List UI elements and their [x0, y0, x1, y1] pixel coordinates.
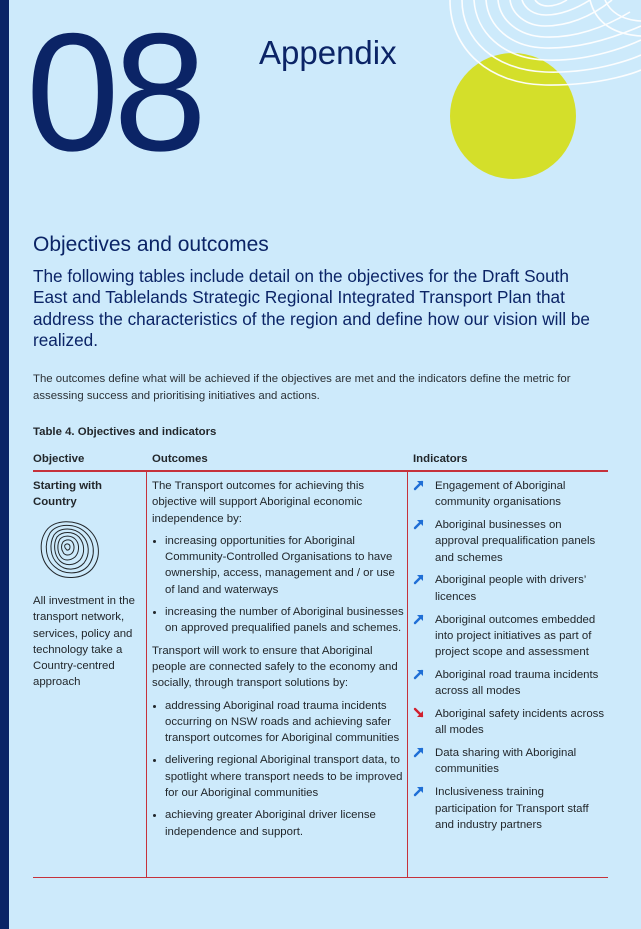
table-caption: Table 4. Objectives and indicators [33, 426, 217, 438]
indicators-cell [413, 478, 608, 840]
arrow-up-right-icon [413, 518, 425, 530]
objective-title: Starting with Country [33, 480, 102, 509]
indicator-text: Aboriginal safety incidents across all modes [435, 708, 605, 737]
indicator-item [413, 745, 608, 778]
lead-paragraph: The following tables include detail on the objectives for the Draft South East and Tablelands Strategic Regional Integrated Transport Plan that address the characteristics of the region and define how our vision will be realized. [33, 266, 590, 350]
column-divider-1 [146, 471, 147, 877]
outcomes-list-2 [152, 698, 404, 840]
arrow-up-right-icon [413, 668, 425, 680]
arrow-up-right-icon [413, 746, 425, 758]
arrow-up-right-icon [413, 785, 425, 797]
objective-description: All investment in the transport network, services, policy and technology take a Country-centred approach [33, 595, 135, 689]
indicator-item [413, 706, 608, 739]
indicator-text: Aboriginal road trauma incidents across all modes [435, 668, 599, 698]
indicator-text: Inclusiveness training participation for Transport staff and industry partners [435, 786, 589, 831]
arrow-up-right-icon [413, 573, 425, 585]
indicator-text: Data sharing with Aboriginal communities [435, 747, 577, 776]
country-contour-icon [36, 517, 102, 581]
list-item: delivering regional Aboriginal transport data, to spotlight where transport needs to be improved for our Aboriginal communities [152, 752, 404, 801]
chapter-number: 08 [26, 0, 201, 186]
indicator-item [413, 667, 608, 700]
left-accent-bar [0, 0, 9, 929]
outcomes-intro-1: The Transport outcomes for achieving this objective will support Aboriginal economic independence by: [152, 480, 365, 525]
intro-paragraph: The outcomes define what will be achieved if the objectives are met and the indicators define the metric for assessing success and prioritising initiatives and actions. [33, 373, 571, 402]
objective-cell [33, 478, 143, 581]
table-top-rule [33, 470, 608, 472]
indicator-item [413, 572, 608, 605]
outcomes-intro-2: Transport will work to ensure that Aboriginal people are connected safely to the economy and socially, through transport solutions by: [152, 644, 398, 690]
indicator-item [413, 517, 608, 566]
decorative-swirl-graphic [440, 0, 641, 200]
column-divider-2 [407, 471, 408, 877]
indicator-text: Aboriginal outcomes embedded into project initiatives as part of project scope and assessment [435, 613, 596, 659]
header-objective: Objective [33, 453, 85, 465]
indicator-text: Aboriginal businesses on approval prequalification panels and schemes [435, 519, 596, 564]
indicator-item [413, 478, 608, 511]
arrow-down-right-icon [413, 707, 425, 719]
list-item: increasing opportunities for Aboriginal Community-Controlled Organisations to have ownership, access, management and / or use of land and waterways [152, 533, 404, 598]
indicator-text: Engagement of Aboriginal community organisations [435, 480, 566, 509]
header-outcomes: Outcomes [152, 453, 208, 465]
table-bottom-rule [33, 877, 608, 878]
list-item: addressing Aboriginal road trauma incidents occurring on NSW roads and achieving safer transport outcomes for Aboriginal communities [152, 698, 404, 747]
arrow-up-right-icon [413, 479, 425, 491]
chapter-title: Appendix [259, 34, 397, 71]
header-indicators: Indicators [413, 453, 468, 465]
indicator-text: Aboriginal people with drivers’ licences [435, 574, 586, 603]
list-item: increasing the number of Aboriginal businesses on approved prequalified panels and schemes. [152, 604, 404, 637]
section-heading: Objectives and outcomes [33, 233, 269, 256]
indicator-item [413, 784, 608, 833]
list-item: achieving greater Aboriginal driver license independence and support. [152, 807, 404, 840]
indicator-item [413, 612, 608, 661]
outcomes-list-1 [152, 533, 404, 637]
arrow-up-right-icon [413, 613, 425, 625]
outcomes-cell [152, 478, 404, 846]
